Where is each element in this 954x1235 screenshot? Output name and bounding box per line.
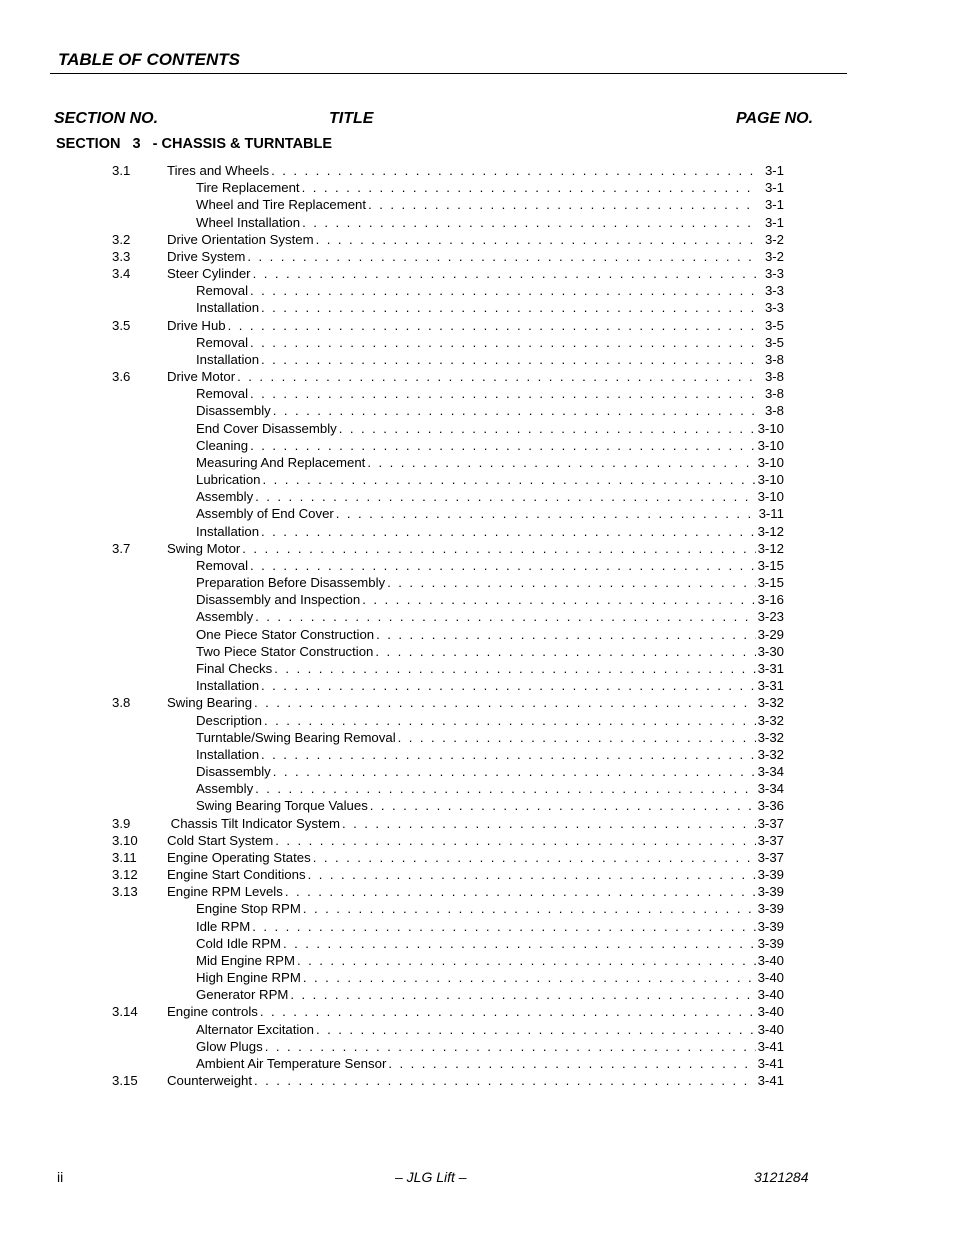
toc-entry-page: 3-34	[757, 781, 784, 797]
toc-entry-number: 3.10	[112, 832, 138, 848]
dot-leader	[274, 660, 755, 677]
toc-entry-title: Wheel Installation	[196, 214, 301, 230]
dot-leader	[367, 454, 755, 471]
toc-entry-page: 3-1	[764, 214, 784, 230]
dot-leader	[273, 402, 756, 419]
toc-entry-page: 3-36	[757, 798, 784, 814]
toc-entry-page: 3-10	[757, 454, 784, 470]
toc-entry[interactable]	[0, 763, 954, 780]
column-head-section-no: SECTION NO.	[54, 110, 159, 127]
toc-entry[interactable]	[0, 505, 954, 522]
toc-entry-title: Swing Bearing	[167, 695, 253, 711]
toc-entry-title: Installation	[196, 678, 260, 694]
toc-entry[interactable]	[0, 1055, 954, 1072]
toc-entry-title: Drive Orientation System	[167, 231, 314, 247]
toc-list	[0, 162, 954, 1089]
toc-entry[interactable]	[0, 608, 954, 625]
toc-entry[interactable]	[0, 196, 954, 213]
column-head-title: TITLE	[329, 110, 374, 127]
dot-leader	[261, 299, 756, 316]
toc-entry-page: 3-1	[764, 163, 784, 178]
dot-leader	[263, 471, 756, 488]
toc-entry-title: Assembly	[196, 609, 254, 625]
toc-entry-title: Tires and Wheels	[167, 163, 270, 178]
toc-entry-number: 3.12	[112, 867, 138, 883]
toc-entry-title: Engine RPM Levels	[167, 884, 283, 900]
dot-leader	[313, 849, 756, 866]
toc-entry-title: Engine Operating States	[167, 849, 311, 865]
toc-entry[interactable]	[0, 265, 954, 282]
toc-entry-title: Swing Motor	[167, 540, 241, 556]
toc-entry-title: Counterweight	[167, 1073, 253, 1089]
toc-entry-title: Removal	[196, 334, 249, 350]
toc-entry-page: 3-10	[757, 437, 784, 453]
toc-entry-title: Wheel and Tire Replacement	[196, 197, 367, 213]
dot-leader	[242, 540, 755, 557]
toc-entry[interactable]	[0, 1072, 954, 1089]
section-title: SECTION 3 - CHASSIS & TURNTABLE	[56, 136, 333, 152]
dot-leader	[250, 557, 756, 574]
dot-leader	[273, 763, 756, 780]
toc-entry-title: Cold Idle RPM	[196, 935, 282, 951]
toc-entry[interactable]	[0, 780, 954, 797]
toc-entry-page: 3-39	[757, 867, 784, 883]
toc-entry[interactable]	[0, 712, 954, 729]
toc-entry[interactable]	[0, 797, 954, 814]
dot-leader	[252, 918, 755, 935]
toc-entry-page: 3-11	[758, 506, 784, 522]
toc-entry[interactable]	[0, 368, 954, 385]
dot-leader	[250, 437, 756, 454]
toc-entry[interactable]	[0, 299, 954, 316]
toc-entry-page: 3-32	[757, 695, 784, 711]
toc-entry-page: 3-37	[757, 832, 784, 848]
toc-entry-title: Preparation Before Disassembly	[196, 575, 386, 591]
toc-entry-page: 3-3	[764, 266, 784, 282]
toc-entry-page: 3-41	[757, 1073, 784, 1089]
dot-leader	[398, 729, 756, 746]
toc-entry-page: 3-31	[757, 660, 784, 676]
dot-leader	[370, 797, 756, 814]
dot-leader	[376, 626, 755, 643]
toc-entry-page: 3-1	[764, 180, 784, 196]
toc-entry[interactable]	[0, 231, 954, 248]
toc-entry-title: Measuring And Replacement	[196, 454, 366, 470]
dot-leader	[283, 935, 756, 952]
toc-entry[interactable]	[0, 540, 954, 557]
toc-entry[interactable]	[0, 488, 954, 505]
toc-header-title: TABLE OF CONTENTS	[58, 50, 240, 69]
toc-entry-title: Final Checks	[196, 660, 273, 676]
toc-entry-title: Idle RPM	[196, 918, 251, 934]
toc-entry-title: Swing Bearing Torque Values	[196, 798, 368, 814]
toc-entry[interactable]	[0, 523, 954, 540]
toc-entry[interactable]	[0, 883, 954, 900]
toc-entry[interactable]	[0, 162, 954, 179]
toc-entry[interactable]	[0, 918, 954, 935]
toc-entry-title: Installation	[196, 523, 260, 539]
toc-entry-page: 3-5	[764, 317, 784, 333]
dot-leader	[253, 265, 756, 282]
toc-entry[interactable]	[0, 471, 954, 488]
toc-entry-title: Two Piece Stator Construction	[196, 643, 374, 659]
toc-entry-number: 3.11	[112, 849, 137, 865]
toc-entry[interactable]	[0, 179, 954, 196]
toc-entry-title: Disassembly	[196, 403, 271, 419]
toc-entry[interactable]	[0, 420, 954, 437]
toc-entry-page: 3-39	[757, 935, 784, 951]
toc-entry-page: 3-8	[764, 403, 784, 419]
dot-leader	[303, 969, 756, 986]
toc-entry-title: Removal	[196, 386, 249, 402]
dot-leader	[362, 591, 755, 608]
dot-leader	[261, 523, 756, 540]
toc-entry-page: 3-15	[757, 557, 784, 573]
toc-entry-number: 3.1	[112, 163, 131, 178]
dot-leader	[250, 282, 756, 299]
dot-leader	[255, 608, 755, 625]
dot-leader	[375, 643, 755, 660]
dot-leader	[237, 368, 756, 385]
toc-entry[interactable]	[0, 832, 954, 849]
toc-entry-page: 3-41	[757, 1055, 784, 1071]
toc-entry[interactable]	[0, 969, 954, 986]
toc-entry[interactable]	[0, 900, 954, 917]
toc-entry-page: 3-2	[764, 248, 784, 264]
toc-entry-page: 3-8	[764, 369, 784, 385]
dot-leader	[316, 231, 756, 248]
toc-entry-page: 3-2	[764, 231, 784, 247]
toc-entry-page: 3-23	[757, 609, 784, 625]
toc-entry-title: Alternator Excitation	[196, 1021, 315, 1037]
toc-entry-page: 3-40	[757, 970, 784, 986]
toc-entry-title: Disassembly and Inspection	[196, 592, 361, 608]
toc-entry-number: 3.6	[112, 369, 131, 385]
toc-entry[interactable]	[0, 282, 954, 299]
toc-entry-title: Chassis Tilt Indicator System	[167, 815, 340, 831]
toc-entry-page: 3-37	[757, 849, 784, 865]
dot-leader	[254, 1072, 756, 1089]
toc-entry-page: 3-16	[757, 592, 784, 608]
column-head-page-no: PAGE NO.	[736, 110, 814, 127]
toc-entry-page: 3-8	[764, 386, 784, 402]
dot-leader	[297, 952, 756, 969]
toc-entry-page: 3-29	[757, 626, 784, 642]
toc-entry-title: Description	[196, 712, 262, 728]
toc-entry-title: Generator RPM	[196, 987, 289, 1003]
toc-entry-title: End Cover Disassembly	[196, 420, 337, 436]
toc-entry-page: 3-31	[757, 678, 784, 694]
toc-entry-number: 3.8	[112, 695, 131, 711]
toc-entry-page: 3-10	[757, 489, 784, 505]
toc-entry[interactable]	[0, 351, 954, 368]
toc-entry[interactable]	[0, 660, 954, 677]
dot-leader	[336, 505, 756, 522]
toc-entry-title: Drive Motor	[167, 369, 236, 385]
toc-entry-title: Drive System	[167, 248, 246, 264]
dot-leader	[342, 815, 756, 832]
toc-entry[interactable]	[0, 986, 954, 1003]
dot-leader	[260, 1003, 756, 1020]
toc-entry-number: 3.5	[112, 317, 131, 333]
toc-entry-page: 3-40	[757, 1021, 784, 1037]
dot-leader	[255, 488, 755, 505]
dot-leader	[261, 351, 756, 368]
toc-entry-page: 3-10	[757, 472, 784, 488]
toc-entry-number: 3.4	[112, 266, 131, 282]
toc-entry-title: Removal	[196, 557, 249, 573]
toc-entry-page: 3-30	[757, 643, 784, 659]
toc-entry[interactable]	[0, 454, 954, 471]
toc-entry[interactable]	[0, 866, 954, 883]
toc-entry-page: 3-1	[764, 197, 784, 213]
toc-entry-page: 3-34	[757, 764, 784, 780]
toc-entry-title: Assembly of End Cover	[196, 506, 334, 522]
toc-entry[interactable]	[0, 557, 954, 574]
toc-entry-page: 3-32	[757, 729, 784, 745]
dot-leader	[302, 214, 756, 231]
toc-entry-title: Installation	[196, 746, 260, 762]
toc-entry[interactable]	[0, 626, 954, 643]
dot-leader	[250, 385, 756, 402]
toc-entry-page: 3-37	[757, 815, 784, 831]
dot-leader	[261, 746, 756, 763]
dot-leader	[250, 334, 756, 351]
toc-entry-title: Steer Cylinder	[167, 266, 251, 282]
toc-entry-title: Ambient Air Temperature Sensor	[196, 1055, 387, 1071]
toc-entry-page: 3-3	[764, 283, 784, 299]
toc-entry-title: High Engine RPM	[196, 970, 301, 986]
toc-entry-title: Lubrication	[196, 472, 261, 488]
dot-leader	[339, 420, 756, 437]
toc-entry[interactable]	[0, 402, 954, 419]
toc-entry[interactable]	[0, 729, 954, 746]
dot-leader	[302, 179, 756, 196]
toc-entry[interactable]	[0, 746, 954, 763]
toc-entry-page: 3-41	[757, 1038, 784, 1054]
toc-entry[interactable]	[0, 952, 954, 969]
toc-entry-page: 3-40	[757, 1004, 784, 1020]
dot-leader	[290, 986, 755, 1003]
dot-leader	[228, 317, 756, 334]
toc-entry-number: 3.15	[112, 1073, 138, 1089]
toc-entry-title: Drive Hub	[167, 317, 226, 333]
dot-leader	[255, 780, 755, 797]
toc-entry-title: Installation	[196, 351, 260, 367]
toc-entry[interactable]	[0, 334, 954, 351]
toc-entry-page: 3-39	[757, 901, 784, 917]
header-rule	[50, 73, 847, 74]
toc-entry-number: 3.14	[112, 1004, 138, 1020]
toc-entry[interactable]	[0, 1038, 954, 1055]
toc-entry-number: 3.2	[112, 231, 131, 247]
toc-entry-title: Cleaning	[196, 437, 249, 453]
toc-entry-page: 3-8	[764, 351, 784, 367]
dot-leader	[265, 1038, 756, 1055]
toc-entry[interactable]	[0, 935, 954, 952]
dot-leader	[368, 196, 756, 213]
toc-entry-title: Engine Stop RPM	[196, 901, 301, 917]
toc-entry-title: Assembly	[196, 781, 254, 797]
dot-leader	[285, 883, 756, 900]
toc-entry[interactable]	[0, 677, 954, 694]
toc-entry-number: 3.3	[112, 248, 131, 264]
toc-entry-page: 3-15	[757, 575, 784, 591]
dot-leader	[387, 574, 755, 591]
toc-entry-title: One Piece Stator Construction	[196, 626, 375, 642]
toc-entry-page: 3-40	[757, 987, 784, 1003]
toc-entry-title: Installation	[196, 300, 260, 316]
toc-entry-number: 3.9	[112, 815, 131, 831]
dot-leader	[271, 162, 756, 179]
toc-entry-title: Removal	[196, 283, 249, 299]
dot-leader	[316, 1021, 756, 1038]
toc-entry[interactable]	[0, 385, 954, 402]
toc-entry-page: 3-39	[757, 884, 784, 900]
footer-document-number: 3121284	[754, 1169, 809, 1185]
toc-entry-number: 3.13	[112, 884, 138, 900]
toc-entry[interactable]	[0, 849, 954, 866]
toc-entry[interactable]	[0, 317, 954, 334]
dot-leader	[261, 677, 756, 694]
toc-entry[interactable]	[0, 815, 954, 832]
toc-entry[interactable]	[0, 248, 954, 265]
toc-entry-title: Turntable/Swing Bearing Removal	[196, 729, 396, 745]
toc-entry[interactable]	[0, 574, 954, 591]
toc-entry-page: 3-3	[764, 300, 784, 316]
toc-entry-title: Cold Start System	[167, 832, 274, 848]
toc-entry[interactable]	[0, 694, 954, 711]
dot-leader	[308, 866, 756, 883]
dot-leader	[264, 712, 756, 729]
toc-entry-page: 3-12	[757, 523, 784, 539]
toc-entry-title: Tire Replacement	[196, 180, 300, 196]
toc-entry-page: 3-39	[757, 918, 784, 934]
toc-entry-number: 3.7	[112, 540, 131, 556]
toc-entry-title: Assembly	[196, 489, 254, 505]
toc-entry-title: Glow Plugs	[196, 1038, 263, 1054]
toc-entry[interactable]	[0, 214, 954, 231]
footer-publisher: – JLG Lift –	[395, 1169, 467, 1185]
toc-entry[interactable]	[0, 643, 954, 660]
dot-leader	[388, 1055, 755, 1072]
toc-entry[interactable]	[0, 437, 954, 454]
toc-entry-page: 3-10	[757, 420, 784, 436]
toc-entry-page: 3-5	[764, 334, 784, 350]
dot-leader	[254, 694, 756, 711]
toc-entry-page: 3-40	[757, 952, 784, 968]
toc-entry[interactable]	[0, 1003, 954, 1020]
toc-entry-title: Engine Start Conditions	[167, 867, 306, 883]
toc-entry[interactable]	[0, 591, 954, 608]
toc-entry[interactable]	[0, 1021, 954, 1038]
footer-page-number: ii	[57, 1169, 64, 1185]
dot-leader	[247, 248, 756, 265]
toc-entry-title: Engine controls	[167, 1004, 258, 1020]
toc-entry-title: Disassembly	[196, 764, 271, 780]
toc-entry-page: 3-32	[757, 746, 784, 762]
toc-entry-page: 3-12	[757, 540, 784, 556]
dot-leader	[275, 832, 755, 849]
dot-leader	[303, 900, 756, 917]
toc-entry-title: Mid Engine RPM	[196, 952, 295, 968]
toc-entry-page: 3-32	[757, 712, 784, 728]
